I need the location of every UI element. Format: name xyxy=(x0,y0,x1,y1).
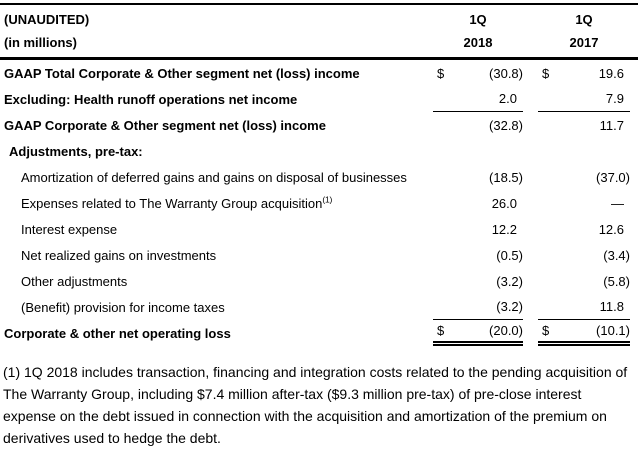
value-group-2017 xyxy=(538,112,630,138)
row-label-text: Excluding: Health runoff operations net income xyxy=(4,91,298,107)
unaudited-label: (UNAUDITED) xyxy=(4,12,90,27)
value-group-2017 xyxy=(538,216,630,242)
row-label-text: Interest expense xyxy=(21,221,118,237)
row-label xyxy=(0,222,433,237)
value-group-2018 xyxy=(433,216,523,242)
table-row-benefit-provision-taxes xyxy=(0,294,638,320)
row-label xyxy=(0,92,433,107)
table-row-warranty-group-expenses xyxy=(0,190,638,216)
dollar-sign: $ xyxy=(542,65,550,81)
value-group-2018 xyxy=(433,268,523,294)
value-group-2017 xyxy=(538,164,630,190)
table-row-net-realized-gains xyxy=(0,242,638,268)
footnote-text: (1) 1Q 2018 includes transaction, financing and integration costs related to the pending acquisition of The Warranty Group, including $7.4 million after-tax ($9.3 million pre-tax) of pre-close interest expense on the debt issued in connection with the acquisition and amortization of the premium on derivatives used to hedge the debt. xyxy=(3,364,628,446)
table-row-adjustments-heading xyxy=(0,138,638,164)
value-group-2017 xyxy=(538,60,630,86)
table-row-interest-expense xyxy=(0,216,638,242)
row-label-text: Other adjustments xyxy=(21,273,128,289)
table-row-other-adjustments xyxy=(0,268,638,294)
value-2017: 11.8 xyxy=(599,299,624,314)
dollar-sign: $ xyxy=(437,323,445,338)
value-2018: (3.2) xyxy=(496,299,523,314)
value-group-2018 xyxy=(433,86,523,112)
row-label-text: Corporate & other net operating loss xyxy=(4,325,231,341)
table-row-gaap-corporate-other xyxy=(0,112,638,138)
value-group-2018 xyxy=(433,190,523,216)
value-2018: 26.0 xyxy=(491,195,517,211)
value-group-2018 xyxy=(433,112,523,138)
value-group-2017 xyxy=(538,294,630,320)
row-label-text: (Benefit) provision for income taxes xyxy=(21,299,225,315)
column-header-2017 xyxy=(538,5,630,57)
value-group-2018 xyxy=(433,138,523,164)
value-2017: (5.8) xyxy=(603,273,630,289)
row-label xyxy=(0,144,433,159)
table-header xyxy=(0,3,638,60)
value-group-2018 xyxy=(433,320,523,346)
in-millions-label: (in millions) xyxy=(4,35,77,50)
value-group-2017 xyxy=(538,268,630,294)
value-2017: 19.6 xyxy=(598,65,624,81)
value-2017: 7.9 xyxy=(605,91,624,106)
header-left-labels xyxy=(0,5,433,57)
row-label-text: GAAP Corporate & Other segment net (loss) income xyxy=(4,117,326,133)
value-group-2017 xyxy=(538,138,630,164)
column-spacer xyxy=(523,5,538,57)
row-label xyxy=(0,118,433,133)
table-row-amortization-deferred-gains xyxy=(0,164,638,190)
value-group-2018 xyxy=(433,164,523,190)
row-label xyxy=(0,274,433,289)
value-2018: (20.0) xyxy=(489,323,523,338)
row-label xyxy=(0,326,433,341)
row-label xyxy=(0,66,433,81)
value-2018: (18.5) xyxy=(489,169,523,185)
year-label-2017: 2017 xyxy=(569,35,599,50)
row-label-text: Net realized gains on investments xyxy=(21,247,217,263)
row-label-text: GAAP Total Corporate & Other segment net (loss) income xyxy=(4,65,360,81)
row-label-text: Adjustments, pre-tax: xyxy=(9,143,143,159)
row-label xyxy=(0,196,433,211)
value-group-2017 xyxy=(538,86,630,112)
table-row-corporate-other-net-operating-loss xyxy=(0,320,638,346)
value-group-2018 xyxy=(433,242,523,268)
dollar-sign: $ xyxy=(437,65,445,81)
value-2018: (3.2) xyxy=(496,273,523,289)
dollar-sign: $ xyxy=(542,323,550,338)
value-group-2018 xyxy=(433,294,523,320)
value-2018: (0.5) xyxy=(496,247,523,263)
value-2017: (10.1) xyxy=(596,323,630,338)
value-group-2017 xyxy=(538,242,630,268)
value-2018: (30.8) xyxy=(489,65,523,81)
value-2018: (32.8) xyxy=(489,117,523,133)
year-label-2018: 2018 xyxy=(463,35,493,50)
row-label xyxy=(0,170,433,185)
row-label-text: Amortization of deferred gains and gains on disposal of businesses xyxy=(21,169,407,185)
value-group-2017 xyxy=(538,320,630,346)
quarter-label-2018: 1Q xyxy=(469,12,487,27)
row-label xyxy=(0,300,433,315)
row-label xyxy=(0,248,433,263)
value-2017: (3.4) xyxy=(603,247,630,263)
value-group-2017 xyxy=(538,190,630,216)
column-header-2018 xyxy=(433,5,523,57)
table-row-gaap-total xyxy=(0,60,638,86)
value-group-2018 xyxy=(433,60,523,86)
row-label-text: Expenses related to The Warranty Group acquisition xyxy=(21,195,323,211)
table-body xyxy=(0,60,638,346)
value-2018: 2.0 xyxy=(498,91,517,106)
value-2017: 11.7 xyxy=(599,117,624,133)
value-2017: (37.0) xyxy=(596,169,630,185)
table-row-excluding-health-runoff xyxy=(0,86,638,112)
footnote-reference: (1) xyxy=(322,194,333,205)
value-2017: — xyxy=(611,195,624,211)
value-2017: 12.6 xyxy=(598,221,624,237)
quarter-label-2017: 1Q xyxy=(575,12,593,27)
value-2018: 12.2 xyxy=(491,221,517,237)
